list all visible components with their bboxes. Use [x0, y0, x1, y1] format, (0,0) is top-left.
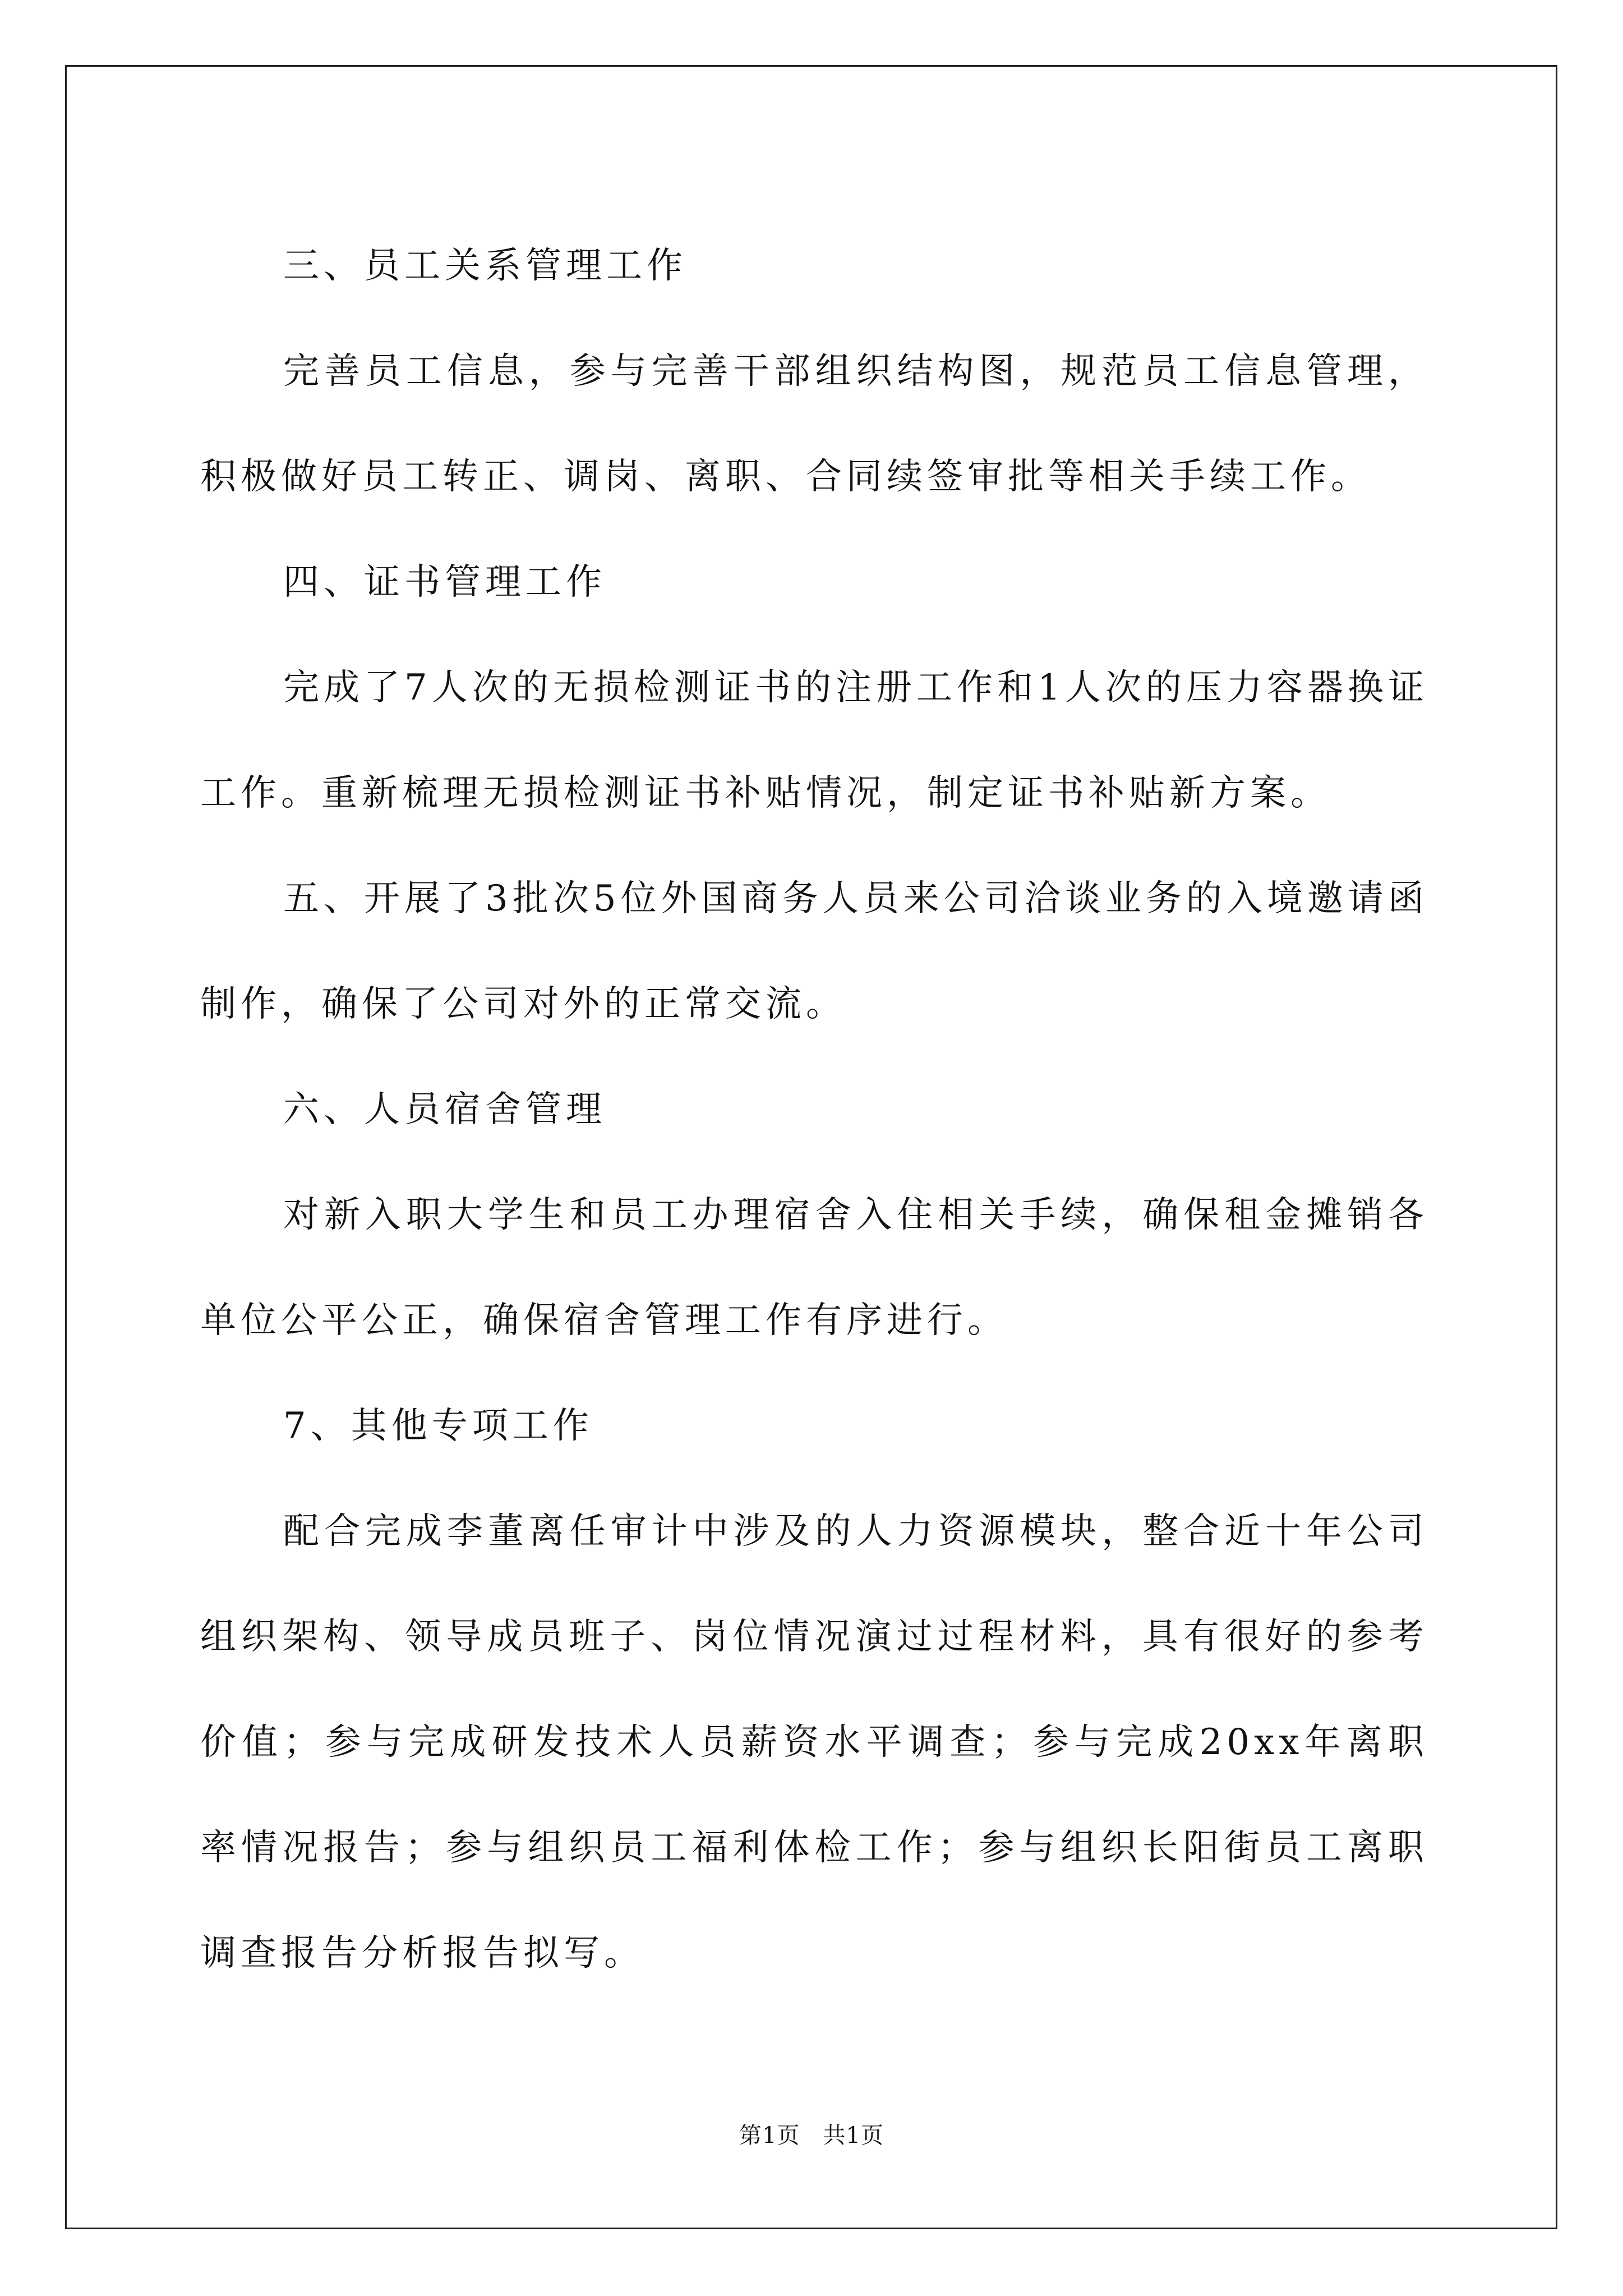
document-body [200, 213, 1428, 2006]
paragraph-dormitory: 对新入职大学生和员工办理宿舍入住相关手续，确保租金摊销各单位公平公正，确保宿舍管理工作有序进行。 [200, 1194, 1428, 1341]
section-heading-dormitory-management: 六、人员宿舍管理 [283, 1089, 606, 1130]
section-heading-other-projects: 7、其他专项工作 [283, 1405, 593, 1447]
section-heading-employee-relations: 三、员工关系管理工作 [283, 245, 687, 287]
paragraph-foreign-invitations: 五、开展了3批次5位外国商务人员来公司洽谈业务的入境邀请函制作，确保了公司对外的正常交流。 [200, 878, 1428, 1025]
paragraph-certificate-work: 完成了7人次的无损检测证书的注册工作和1人次的压力容器换证工作。重新梳理无损检测证书补贴情况，制定证书补贴新方案。 [200, 667, 1428, 814]
paragraph-other-projects: 配合完成李董离任审计中涉及的人力资源模块，整合近十年公司组织架构、领导成员班子、岗位情况演过过程材料，具有很好的参考价值；参与完成研发技术人员薪资水平调查；参与完成20xx年离职率情况报告；参与组织员工福利体检工作；参与组织长阳街员工离职调查报告分析报告拟写。 [200, 1511, 1428, 1974]
section-heading-certificate-management: 四、证书管理工作 [283, 562, 606, 603]
page-number-footer: 第1页 共1页 [739, 2123, 884, 2148]
paragraph-employee-info: 完善员工信息，参与完善干部组织结构图，规范员工信息管理，积极做好员工转正、调岗、离职、合同续签审批等相关手续工作。 [200, 351, 1428, 498]
